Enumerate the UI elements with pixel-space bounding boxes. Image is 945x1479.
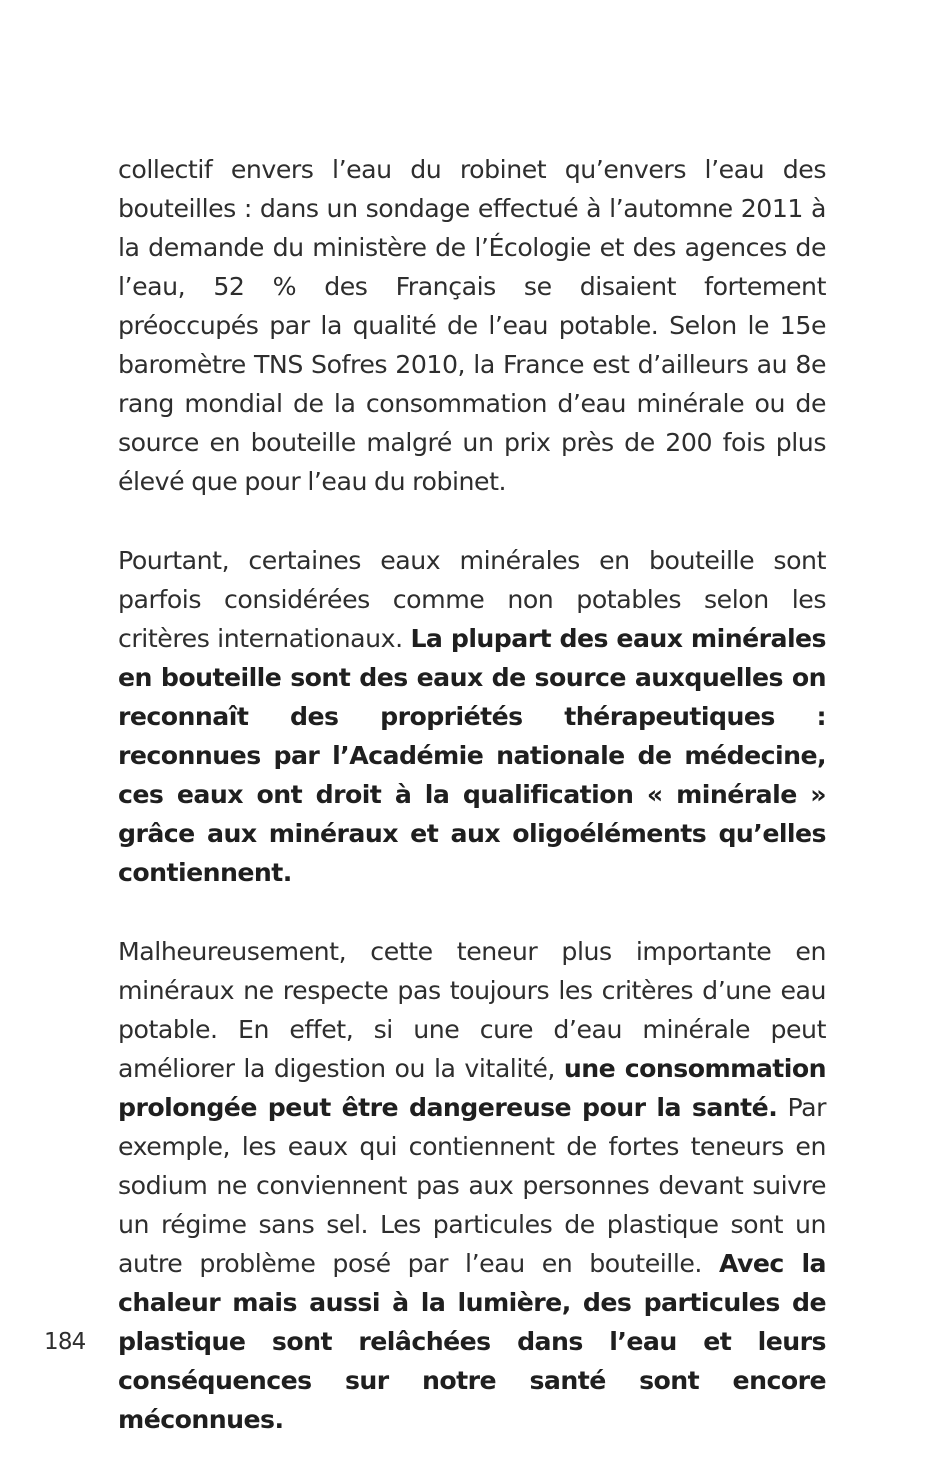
paragraph-3 bbox=[118, 932, 826, 1439]
paragraph-3-emphasis-2: Avec la chaleur mais aussi à la lumière, des particules de plastique sont relâchées dans l’eau et leurs conséquences sur notre santé sont encore méconnues. bbox=[118, 1249, 826, 1434]
paragraph-3-text-1: Malheureusement, cette teneur plus importante en minéraux ne respecte pas toujours les critères d’une eau potable. En effet, si une cure d’eau minérale peut améliorer la digestion ou la vitalité, bbox=[118, 937, 826, 1083]
paragraph-3-text-2: Par exemple, les eaux qui contiennent de fortes teneurs en sodium ne conviennent pas aux personnes devant suivre un régime sans sel. Les particules de plastique sont un autre problème posé par l’eau en bouteille. bbox=[118, 1093, 826, 1278]
paragraph-3-emphasis-1: une consommation prolongée peut être dangereuse pour la santé. bbox=[118, 1054, 826, 1122]
paragraph-1-text: collectif envers l’eau du robinet qu’envers l’eau des bouteilles : dans un sondage effectué à l’automne 2011 à la demande du ministère de l’Écologie et des agences de l’eau, 52 % des Français se disaient fortement préoccupés par la qualité de l’eau potable. Selon le 15e baromètre TNS Sofres 2010, la France est d’ailleurs au 8e rang mondial de la consommation d’eau minérale ou de source en bouteille malgré un prix près de 200 fois plus élevé que pour l’eau du robinet. bbox=[118, 155, 826, 496]
paragraph-2-text: Pourtant, certaines eaux minérales en bouteille sont parfois considérées comme non potables selon les critères internationaux. bbox=[118, 546, 826, 653]
paragraph-2 bbox=[118, 541, 826, 892]
body-text bbox=[118, 150, 826, 1479]
paragraph-2-emphasis: La plupart des eaux minérales en bouteille sont des eaux de source auxquelles on reconnaît des propriétés thérapeutiques : reconnues par l’Académie nationale de médecine, ces eaux ont droit à la qualification « minérale » grâce aux minéraux et aux oligoéléments qu’elles contiennent. bbox=[118, 624, 827, 887]
page-number: 184 bbox=[44, 1329, 86, 1355]
paragraph-1 bbox=[118, 150, 826, 501]
